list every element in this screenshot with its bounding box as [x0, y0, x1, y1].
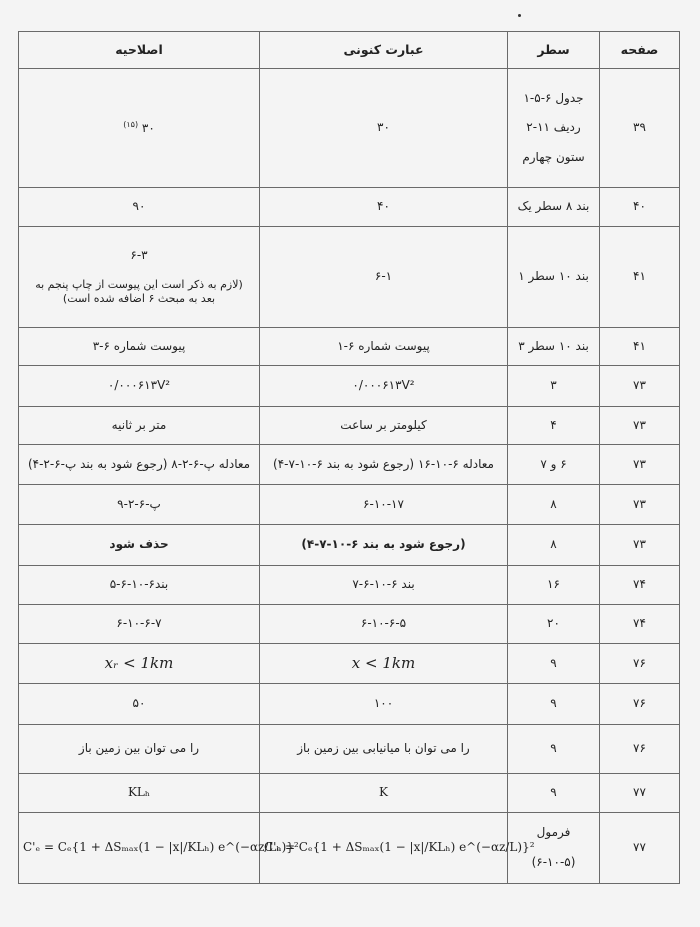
cell-page: ۷۴	[600, 566, 680, 605]
cell-current: ۰/۰۰۰۶۱۳V²	[260, 366, 508, 407]
cell-line: ۸	[508, 525, 600, 566]
table-row	[19, 566, 680, 605]
cell-page: ۷۷	[600, 813, 680, 884]
line-part: ردیف ۱۱-۲	[526, 120, 581, 135]
cell-page: ۷۳	[600, 485, 680, 525]
cell-current: K	[260, 774, 508, 813]
cell-line: ۹	[508, 644, 600, 684]
cell-page: ۷۳	[600, 366, 680, 407]
header-current: عبارت کنونی	[260, 32, 508, 69]
line-part: جدول ۶-۵-۱	[523, 90, 584, 105]
cell-fix: بند۶-۱۰-۶-۵	[19, 566, 260, 605]
cell-line: ۹	[508, 774, 600, 813]
cell-fix: حذف شود	[19, 525, 260, 566]
cell-line: ۹	[508, 684, 600, 725]
cell-current: C'ₑ = Cₑ{1 + ΔSₘₐₓ(1 − |x|/KLₕ) e^(−αz/L)}²	[260, 813, 508, 884]
cell-fix: ۵۰	[19, 684, 260, 725]
cell-current: (رجوع شود به بند ۶-۱۰-۷-۴)	[260, 525, 508, 566]
table-row	[19, 725, 680, 774]
cell-fix: پیوست شماره ۶-۳	[19, 328, 260, 366]
table-row	[19, 605, 680, 644]
cell-fix: ۰/۰۰۰۶۱۳V²	[19, 366, 260, 407]
cell-fix: KLₕ	[19, 774, 260, 813]
cell-line: ۳	[508, 366, 600, 407]
table-row	[19, 684, 680, 725]
table-row	[19, 69, 680, 188]
cell-fix: پ-۶-۲-۹	[19, 485, 260, 525]
cell-current: پیوست شماره ۶-۱	[260, 328, 508, 366]
header-row	[19, 32, 680, 69]
cell-current: کیلومتر بر ساعت	[260, 407, 508, 445]
fix-note: بعد به مبحث ۶ اضافه شده است)	[62, 291, 216, 305]
line-part: (۶-۱۰-۵)	[531, 855, 576, 869]
cell-current: ۶-۱۰-۶-۵	[260, 605, 508, 644]
table-row	[19, 328, 680, 366]
cell-fix: xᵣ < 1km	[19, 644, 260, 684]
table-row	[19, 813, 680, 884]
cell-current: ۱۰۰	[260, 684, 508, 725]
table-row	[19, 407, 680, 445]
cell-line: بند ۱۰ سطر ۱	[508, 227, 600, 328]
cell-fix: معادله پ-۶-۲-۸ (رجوع شود به بند پ-۶-۲-۴)	[19, 445, 260, 485]
cell-current: x < 1km	[260, 644, 508, 684]
cell-page: ۷۶	[600, 725, 680, 774]
cell-current: بند ۶-۱۰-۶-۷	[260, 566, 508, 605]
cell-page: ۷۳	[600, 525, 680, 566]
table-row	[19, 525, 680, 566]
fix-value: ۳۰	[141, 120, 155, 135]
cell-line: ۲۰	[508, 605, 600, 644]
table-row	[19, 227, 680, 328]
cell-page: ۴۱	[600, 328, 680, 366]
cell-fix: متر بر ثانیه	[19, 407, 260, 445]
cell-current: ۶-۱۰-۱۷	[260, 485, 508, 525]
cell-page: ۷۴	[600, 605, 680, 644]
header-fix: اصلاحیه	[19, 32, 260, 69]
cell-page: ۷۶	[600, 644, 680, 684]
cell-line: ۱۶	[508, 566, 600, 605]
cell-page: ۳۹	[600, 69, 680, 188]
cell-current: معادله ۶-۱۰-۱۶ (رجوع شود به بند ۶-۱۰-۷-۴)	[260, 445, 508, 485]
cell-line: ۴	[508, 407, 600, 445]
cell-current: را می توان با میانیابی بین زمین باز	[260, 725, 508, 774]
cell-page: ۴۱	[600, 227, 680, 328]
cell-fix: ۶-۱۰-۶-۷	[19, 605, 260, 644]
cell-current: ۴۰	[260, 188, 508, 227]
cell-page: ۴۰	[600, 188, 680, 227]
cell-line: ۶ و ۷	[508, 445, 600, 485]
cell-line: ۹	[508, 725, 600, 774]
cell-page: ۷۷	[600, 774, 680, 813]
cell-page: ۷۳	[600, 407, 680, 445]
table-row	[19, 366, 680, 407]
cell-line: ۸	[508, 485, 600, 525]
cell-current: ۳۰	[260, 69, 508, 188]
cell-line	[508, 69, 600, 188]
cell-fix	[19, 227, 260, 328]
header-line: سطر	[508, 32, 600, 69]
errata-table	[18, 31, 680, 884]
cell-page: ۷۳	[600, 445, 680, 485]
cell-fix: ۹۰	[19, 188, 260, 227]
table-row	[19, 485, 680, 525]
line-part: فرمول	[536, 825, 571, 840]
cell-line: بند ۱۰ سطر ۳	[508, 328, 600, 366]
line-part: ستون چهارم	[522, 149, 585, 164]
table-row	[19, 445, 680, 485]
table-row	[19, 188, 680, 227]
header-page: صفحه	[600, 32, 680, 69]
fix-note: (لازم به ذکر است این پیوست از چاپ پنجم به	[35, 277, 243, 291]
table-row	[19, 644, 680, 684]
cell-current: ۶-۱	[260, 227, 508, 328]
cell-line: بند ۸ سطر یک	[508, 188, 600, 227]
stray-dot	[518, 14, 521, 17]
cell-fix: را می توان بین زمین باز	[19, 725, 260, 774]
cell-fix: C'ₑ = Cₑ{1 + ΔSₘₐₓ(1 − |x|/KLₕ) e^(−αz/Lₕ)}²	[19, 813, 260, 884]
cell-page: ۷۶	[600, 684, 680, 725]
cell-fix	[19, 69, 260, 188]
fix-value: ۶-۳	[130, 247, 148, 262]
table-row	[19, 774, 680, 813]
footnote-ref: (۱۵)	[123, 119, 139, 129]
